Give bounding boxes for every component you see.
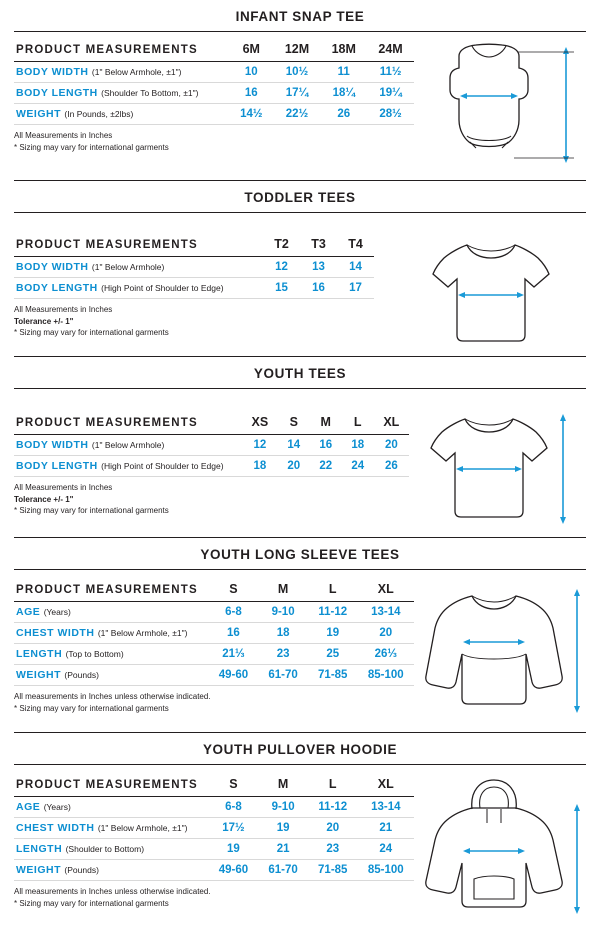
row-label-note: (Pounds) <box>64 670 99 680</box>
row-label <box>14 665 209 686</box>
row-label <box>14 278 263 299</box>
row-label <box>14 435 242 456</box>
measurements-table <box>14 578 414 685</box>
table-row <box>14 456 409 477</box>
section-title: YOUTH TEES <box>253 366 347 381</box>
row-label-text: AGE <box>16 606 41 618</box>
cell-value: 26 <box>320 104 367 125</box>
cell-value: 71-85 <box>308 860 358 881</box>
cell-value: 19¼ <box>367 83 414 104</box>
section-title: TODDLER TEES <box>244 190 356 205</box>
size-header: T2 <box>263 233 300 257</box>
measurements-table-wrap <box>14 578 414 714</box>
row-label-text: CHEST WIDTH <box>16 822 95 834</box>
cell-value: 14 <box>278 435 310 456</box>
size-header: S <box>278 411 310 435</box>
table-row <box>14 818 414 839</box>
measurements-table <box>14 773 414 880</box>
garment-illustration-tee <box>411 227 586 362</box>
row-label-note: (1" Below Armhole, ±1") <box>97 628 188 638</box>
row-label-text: BODY LENGTH <box>16 282 98 294</box>
footnote-strong: Tolerance +/- 1" <box>14 494 74 504</box>
row-label <box>14 644 209 665</box>
footnote: All measurements in Inches unless otherwise indicated. <box>14 692 211 701</box>
measurements-table <box>14 38 414 124</box>
row-label-text: BODY WIDTH <box>16 261 89 273</box>
row-label-text: CHEST WIDTH <box>16 627 95 639</box>
row-label-note: (Top to Bottom) <box>65 649 124 659</box>
cell-value: 21 <box>258 839 308 860</box>
row-label <box>14 602 209 623</box>
cell-value: 16 <box>209 623 259 644</box>
table-row <box>14 435 409 456</box>
cell-value: 16 <box>300 278 337 299</box>
row-label-note: (Years) <box>43 607 71 617</box>
cell-value: 22½ <box>274 104 321 125</box>
cell-value: 85-100 <box>358 665 414 686</box>
table-row <box>14 665 414 686</box>
row-label-text: BODY WIDTH <box>16 66 89 78</box>
row-label <box>14 456 242 477</box>
measurements-table <box>14 411 409 476</box>
row-label <box>14 83 229 104</box>
table-row <box>14 257 374 278</box>
footnote: All Measurements in Inches <box>14 305 113 314</box>
row-label-note: (High Point of Shoulder to Edge) <box>101 461 224 471</box>
cell-value: 49-60 <box>209 665 259 686</box>
size-header: L <box>342 411 374 435</box>
cell-value: 26⅓ <box>358 644 414 665</box>
footnote: * Sizing may vary for international garments <box>14 506 169 516</box>
footnote: All measurements in Inches unless otherwise indicated. <box>14 887 211 896</box>
cell-value: 20 <box>358 623 414 644</box>
row-label-text: WEIGHT <box>16 108 61 120</box>
cell-value: 23 <box>308 839 358 860</box>
cell-value: 22 <box>310 456 342 477</box>
size-header: XL <box>358 578 414 602</box>
cell-value: 12 <box>242 435 278 456</box>
row-label-note: (In Pounds, ±2lbs) <box>64 109 134 119</box>
footnotes <box>14 685 414 714</box>
footnotes <box>14 476 409 517</box>
row-label-text: LENGTH <box>16 648 63 660</box>
table-row <box>14 278 374 299</box>
table-row <box>14 104 414 125</box>
section-youth-tees <box>0 357 600 537</box>
cell-value: 49-60 <box>209 860 259 881</box>
row-label-note: (High Point of Shoulder to Edge) <box>101 283 224 293</box>
footnote-strong: Tolerance +/- 1" <box>14 316 74 326</box>
measurements-table-wrap <box>14 38 414 153</box>
cell-value: 10½ <box>274 62 321 83</box>
table-header-row <box>14 411 409 435</box>
cell-value: 26 <box>374 456 409 477</box>
section-title: YOUTH PULLOVER HOODIE <box>202 742 398 757</box>
cell-value: 19 <box>209 839 259 860</box>
measurements-table <box>14 233 374 298</box>
cell-value: 11-12 <box>308 797 358 818</box>
table-header-label: PRODUCT MEASUREMENTS <box>14 773 209 797</box>
row-label-note: (1" Below Armhole) <box>91 262 165 272</box>
size-header: L <box>308 578 358 602</box>
footnote: * Sizing may vary for international garments <box>14 898 169 908</box>
footnotes <box>14 124 414 153</box>
size-header: T4 <box>337 233 374 257</box>
cell-value: 85-100 <box>358 860 414 881</box>
cell-value: 21⅓ <box>209 644 259 665</box>
cell-value: 13-14 <box>358 602 414 623</box>
cell-value: 9-10 <box>258 602 308 623</box>
cell-value: 28½ <box>367 104 414 125</box>
footnotes <box>14 880 414 909</box>
cell-value: 11-12 <box>308 602 358 623</box>
row-label-text: BODY LENGTH <box>16 460 98 472</box>
table-row <box>14 62 414 83</box>
table-header-row <box>14 233 374 257</box>
table-row <box>14 83 414 104</box>
cell-value: 25 <box>308 644 358 665</box>
row-label <box>14 623 209 644</box>
garment-illustration-tee <box>411 401 586 541</box>
cell-value: 14½ <box>229 104 274 125</box>
section-youth-pullover-hoodie <box>0 733 600 928</box>
row-label-text: LENGTH <box>16 843 63 855</box>
size-header: 6M <box>229 38 274 62</box>
cell-value: 71-85 <box>308 665 358 686</box>
section-infant-snap-tee <box>0 0 600 180</box>
cell-value: 21 <box>358 818 414 839</box>
footnote: All Measurements in Inches <box>14 483 113 492</box>
cell-value: 13-14 <box>358 797 414 818</box>
row-label <box>14 62 229 83</box>
garment-illustration-long-sleeve <box>414 580 589 725</box>
size-header: S <box>209 578 259 602</box>
cell-value: 11 <box>320 62 367 83</box>
cell-value: 18¼ <box>320 83 367 104</box>
cell-value: 20 <box>374 435 409 456</box>
row-label-text: WEIGHT <box>16 864 61 876</box>
cell-value: 14 <box>337 257 374 278</box>
footnote <box>14 494 409 506</box>
cell-value: 6-8 <box>209 602 259 623</box>
row-label-note: (Pounds) <box>64 865 99 875</box>
row-label <box>14 818 209 839</box>
table-row <box>14 860 414 881</box>
cell-value: 17 <box>337 278 374 299</box>
cell-value: 61-70 <box>258 665 308 686</box>
table-header-label: PRODUCT MEASUREMENTS <box>14 233 263 257</box>
row-label <box>14 797 209 818</box>
cell-value: 24 <box>342 456 374 477</box>
footnote: * Sizing may vary for international garments <box>14 328 169 338</box>
row-label <box>14 839 209 860</box>
cell-value: 11½ <box>367 62 414 83</box>
row-label-text: WEIGHT <box>16 669 61 681</box>
table-row <box>14 602 414 623</box>
measurements-table-wrap <box>14 233 374 339</box>
section-title: INFANT SNAP TEE <box>235 9 365 24</box>
table-row <box>14 623 414 644</box>
row-label-note: (Shoulder to Bottom) <box>65 844 145 854</box>
row-label-text: AGE <box>16 801 41 813</box>
cell-value: 17½ <box>209 818 259 839</box>
size-header: 24M <box>367 38 414 62</box>
table-header-row <box>14 773 414 797</box>
size-header: L <box>308 773 358 797</box>
cell-value: 16 <box>229 83 274 104</box>
cell-value: 17¼ <box>274 83 321 104</box>
garment-illustration-onesie <box>414 38 589 173</box>
row-label <box>14 104 229 125</box>
row-label-note: (Shoulder To Bottom, ±1") <box>101 88 199 98</box>
row-label <box>14 257 263 278</box>
size-header: 12M <box>274 38 321 62</box>
size-header: XL <box>358 773 414 797</box>
table-header-row <box>14 578 414 602</box>
cell-value: 15 <box>263 278 300 299</box>
size-header: M <box>310 411 342 435</box>
cell-value: 18 <box>342 435 374 456</box>
table-header-label: PRODUCT MEASUREMENTS <box>14 38 229 62</box>
row-label-note: (1" Below Armhole, ±1") <box>91 67 182 77</box>
cell-value: 18 <box>258 623 308 644</box>
row-label-note: (Years) <box>43 802 71 812</box>
cell-value: 10 <box>229 62 274 83</box>
measurements-table-wrap <box>14 411 409 517</box>
size-header: T3 <box>300 233 337 257</box>
size-header: XL <box>374 411 409 435</box>
footnote: * Sizing may vary for international garments <box>14 142 169 152</box>
table-header-label: PRODUCT MEASUREMENTS <box>14 578 209 602</box>
cell-value: 12 <box>263 257 300 278</box>
table-header-row <box>14 38 414 62</box>
footnote: * Sizing may vary for international garments <box>14 703 169 713</box>
row-label-note: (1" Below Armhole) <box>91 440 165 450</box>
table-row <box>14 644 414 665</box>
row-label-text: BODY WIDTH <box>16 439 89 451</box>
cell-value: 19 <box>258 818 308 839</box>
section-title: YOUTH LONG SLEEVE TEES <box>200 547 400 562</box>
cell-value: 23 <box>258 644 308 665</box>
footnote: All Measurements in Inches <box>14 131 113 140</box>
table-header-label: PRODUCT MEASUREMENTS <box>14 411 242 435</box>
size-header: 18M <box>320 38 367 62</box>
cell-value: 16 <box>310 435 342 456</box>
size-header: M <box>258 773 308 797</box>
row-label-text: BODY LENGTH <box>16 87 98 99</box>
cell-value: 6-8 <box>209 797 259 818</box>
section-toddler-tees <box>0 181 600 356</box>
cell-value: 20 <box>278 456 310 477</box>
cell-value: 61-70 <box>258 860 308 881</box>
row-label-note: (1" Below Armhole, ±1") <box>97 823 188 833</box>
section-youth-long-sleeve-tees <box>0 538 600 732</box>
cell-value: 9-10 <box>258 797 308 818</box>
garment-illustration-hoodie <box>414 775 589 920</box>
size-header: XS <box>242 411 278 435</box>
row-label <box>14 860 209 881</box>
cell-value: 24 <box>358 839 414 860</box>
table-row <box>14 797 414 818</box>
footnotes <box>14 298 374 339</box>
measurements-table-wrap <box>14 773 414 909</box>
cell-value: 19 <box>308 623 358 644</box>
table-row <box>14 839 414 860</box>
cell-value: 13 <box>300 257 337 278</box>
footnote <box>14 316 374 328</box>
cell-value: 20 <box>308 818 358 839</box>
size-header: S <box>209 773 259 797</box>
cell-value: 18 <box>242 456 278 477</box>
size-header: M <box>258 578 308 602</box>
